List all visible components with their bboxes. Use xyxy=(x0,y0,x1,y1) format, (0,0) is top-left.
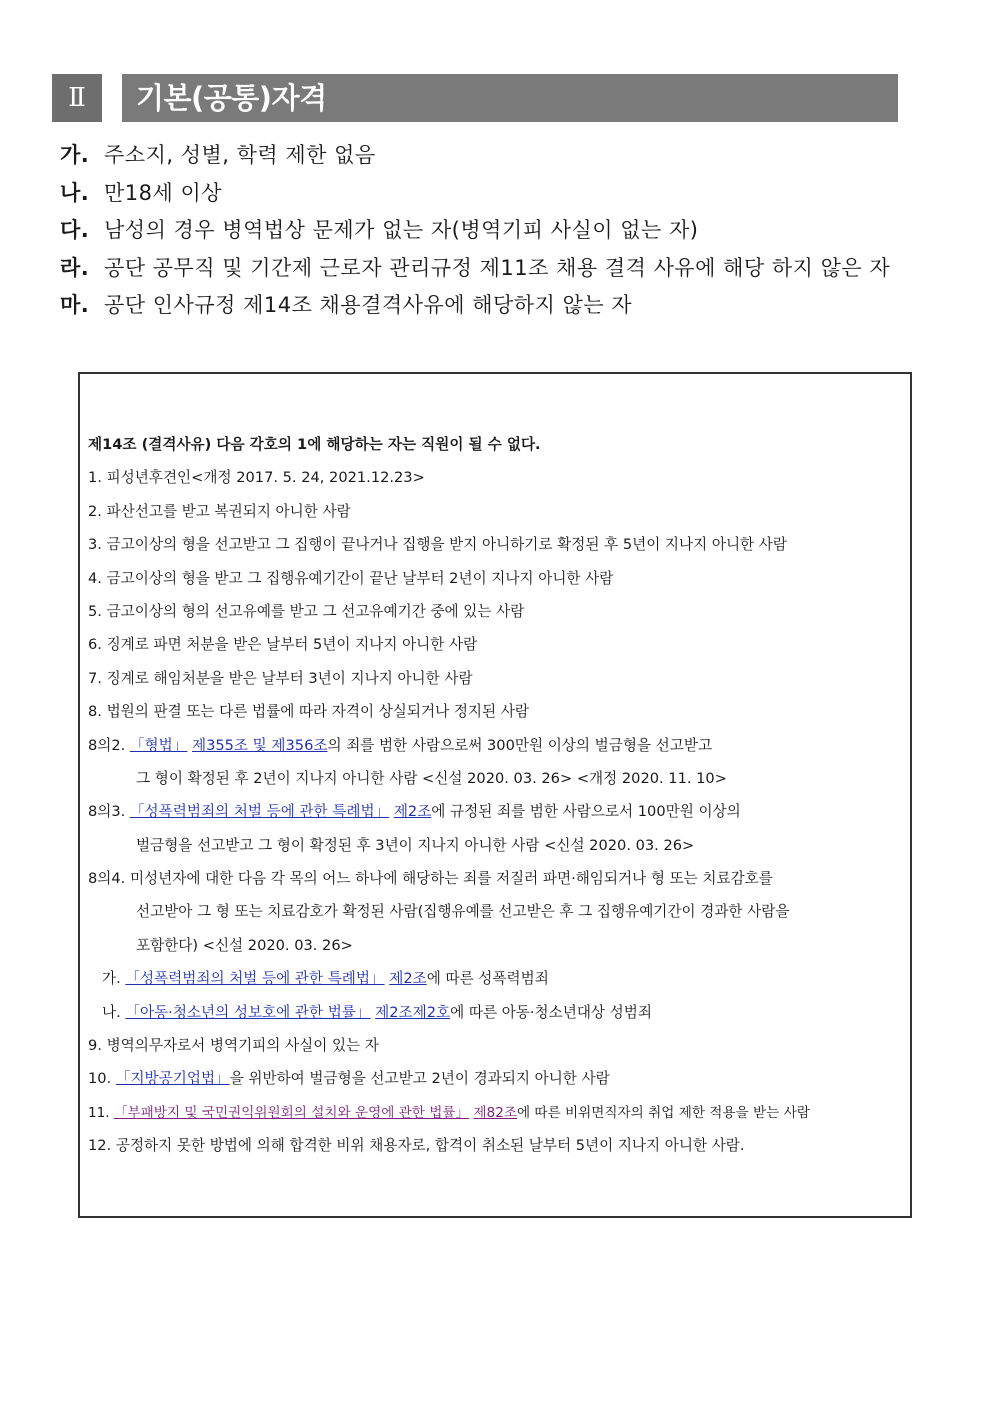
article-link[interactable]: 제355조 및 제356조 xyxy=(191,736,328,754)
rule-text: 에 따른 비위면직자의 취업 제한 적용을 받는 사람 xyxy=(516,1104,810,1121)
item-marker: 다. xyxy=(60,218,90,242)
sub-prefix: 가. xyxy=(102,970,126,988)
qualification-item xyxy=(60,178,920,216)
qualification-list xyxy=(60,140,920,328)
section-number: Ⅱ xyxy=(52,74,102,122)
law-link[interactable]: 「지방공기업법」 xyxy=(115,1070,230,1088)
rule-text: 에 따른 성폭력범죄 xyxy=(426,970,549,988)
rule-continuation: 벌금형을 선고받고 그 형이 확정된 후 3년이 지나지 아니한 사람 <신설 2020. 03. 26> xyxy=(136,836,695,854)
rule-item: 3. 금고이상의 형을 선고받고 그 집행이 끝나거나 집행을 받지 아니하기로 확정된 후 5년이 지나지 아니한 사람 xyxy=(88,536,787,554)
item-marker: 마. xyxy=(60,293,90,317)
sub-prefix: 나. xyxy=(102,1003,126,1021)
rule-item: 2. 파산선고를 받고 복권되지 아니한 사람 xyxy=(88,502,351,520)
qualification-item xyxy=(60,253,920,291)
rule-text: 의 죄를 범한 사람으로써 300만원 이상의 벌금형을 선고받고 xyxy=(327,736,713,754)
rule-prefix: 8의2. xyxy=(88,736,130,754)
rule-text: 에 규정된 죄를 범한 사람으로서 100만원 이상의 xyxy=(431,803,741,821)
rule-item: 5. 금고이상의 형의 선고유예를 받고 그 선고유예기간 중에 있는 사람 xyxy=(88,602,525,620)
section-title: 기본(공통)자격 xyxy=(122,74,898,122)
qualification-item xyxy=(60,290,920,328)
rule-item xyxy=(88,1102,910,1135)
sub-item xyxy=(88,968,910,1001)
rule-continuation: 포함한다) <신설 2020. 03. 26> xyxy=(136,936,353,954)
rule-item xyxy=(88,735,910,768)
regulation-box xyxy=(78,372,912,1218)
rule-item: 9. 병역의무자로서 병역기피의 사실이 있는 자 xyxy=(88,1037,379,1055)
section-header xyxy=(52,74,898,122)
law-link[interactable]: 「아동·청소년의 성보호에 관한 법률」 xyxy=(125,1003,371,1021)
item-text: 남성의 경우 병역법상 문제가 없는 자(병역기피 사실이 없는 자) xyxy=(104,218,699,242)
rule-text: 에 따른 아동·청소년대상 성범죄 xyxy=(450,1003,652,1021)
law-link[interactable]: 「성폭력범죄의 처벌 등에 관한 특례법」 xyxy=(125,970,385,988)
rule-item: 8의4. 미성년자에 대한 다음 각 목의 어느 하나에 해당하는 죄를 저질러 파면·해임되거나 형 또는 치료감호를 xyxy=(88,870,773,888)
rule-item xyxy=(88,801,910,834)
law-link[interactable]: 「형법」 xyxy=(129,736,188,754)
article-link[interactable]: 제2조 xyxy=(393,803,432,821)
article-link[interactable]: 제82조 xyxy=(473,1104,517,1121)
rule-continuation: 그 형이 확정된 후 2년이 지나지 아니한 사람 <신설 2020. 03. 26> <개정 2020. 11. 10> xyxy=(136,769,727,787)
rule-continuation: 선고받아 그 형 또는 치료감호가 확정된 사람(집행유예를 선고받은 후 그 집행유예기간이 경과한 사람을 xyxy=(136,903,790,921)
item-marker: 나. xyxy=(60,180,90,205)
law-link[interactable]: 「부패방지 및 국민권익위원회의 설치와 운영에 관한 법률」 xyxy=(113,1104,470,1121)
qualification-item xyxy=(60,215,920,253)
item-marker: 라. xyxy=(60,255,90,280)
item-text: 공단 공무직 및 기간제 근로자 관리규정 제11조 채용 결격 사유에 해당 하지 않은 자 xyxy=(104,255,891,280)
item-text: 만18세 이상 xyxy=(104,180,223,205)
rule-text: 을 위반하여 벌금형을 선고받고 2년이 경과되지 아니한 사람 xyxy=(229,1070,610,1088)
item-text: 주소지, 성별, 학력 제한 없음 xyxy=(104,143,376,167)
regulation-title: 제14조 (결격사유) 다음 각호의 1에 해당하는 자는 직원이 될 수 없다. xyxy=(88,436,541,453)
regulation-text xyxy=(88,434,910,1169)
rule-prefix: 10. xyxy=(88,1070,116,1088)
sub-item xyxy=(88,1002,910,1035)
item-marker: 가. xyxy=(60,143,90,167)
qualification-item xyxy=(60,140,920,178)
item-text: 공단 인사규정 제14조 채용결격사유에 해당하지 않는 자 xyxy=(104,293,633,317)
article-link[interactable]: 제2조 xyxy=(389,970,427,988)
rule-item: 4. 금고이상의 형을 받고 그 집행유예기간이 끝난 날부터 2년이 지나지 아니한 사람 xyxy=(88,569,614,587)
rule-item: 1. 피성년후견인<개정 2017. 5. 24, 2021.12.23> xyxy=(88,469,425,487)
rule-prefix: 11. xyxy=(88,1104,114,1121)
article-link[interactable]: 제2조제2호 xyxy=(375,1003,451,1021)
rule-item: 8. 법원의 판결 또는 다른 법률에 따라 자격이 상실되거나 정지된 사람 xyxy=(88,703,529,721)
rule-item xyxy=(88,1068,910,1101)
rule-prefix: 8의3. xyxy=(88,803,130,821)
rule-item: 12. 공정하지 못한 방법에 의해 합격한 비위 채용자로, 합격이 취소된 날부터 5년이 지나지 아니한 사람. xyxy=(88,1137,745,1155)
rule-item: 6. 징계로 파면 처분을 받은 날부터 5년이 지나지 아니한 사람 xyxy=(88,636,478,654)
law-link[interactable]: 「성폭력범죄의 처벌 등에 관한 특례법」 xyxy=(129,803,390,821)
rule-item: 7. 징계로 해임처분을 받은 날부터 3년이 지나지 아니한 사람 xyxy=(88,669,473,687)
